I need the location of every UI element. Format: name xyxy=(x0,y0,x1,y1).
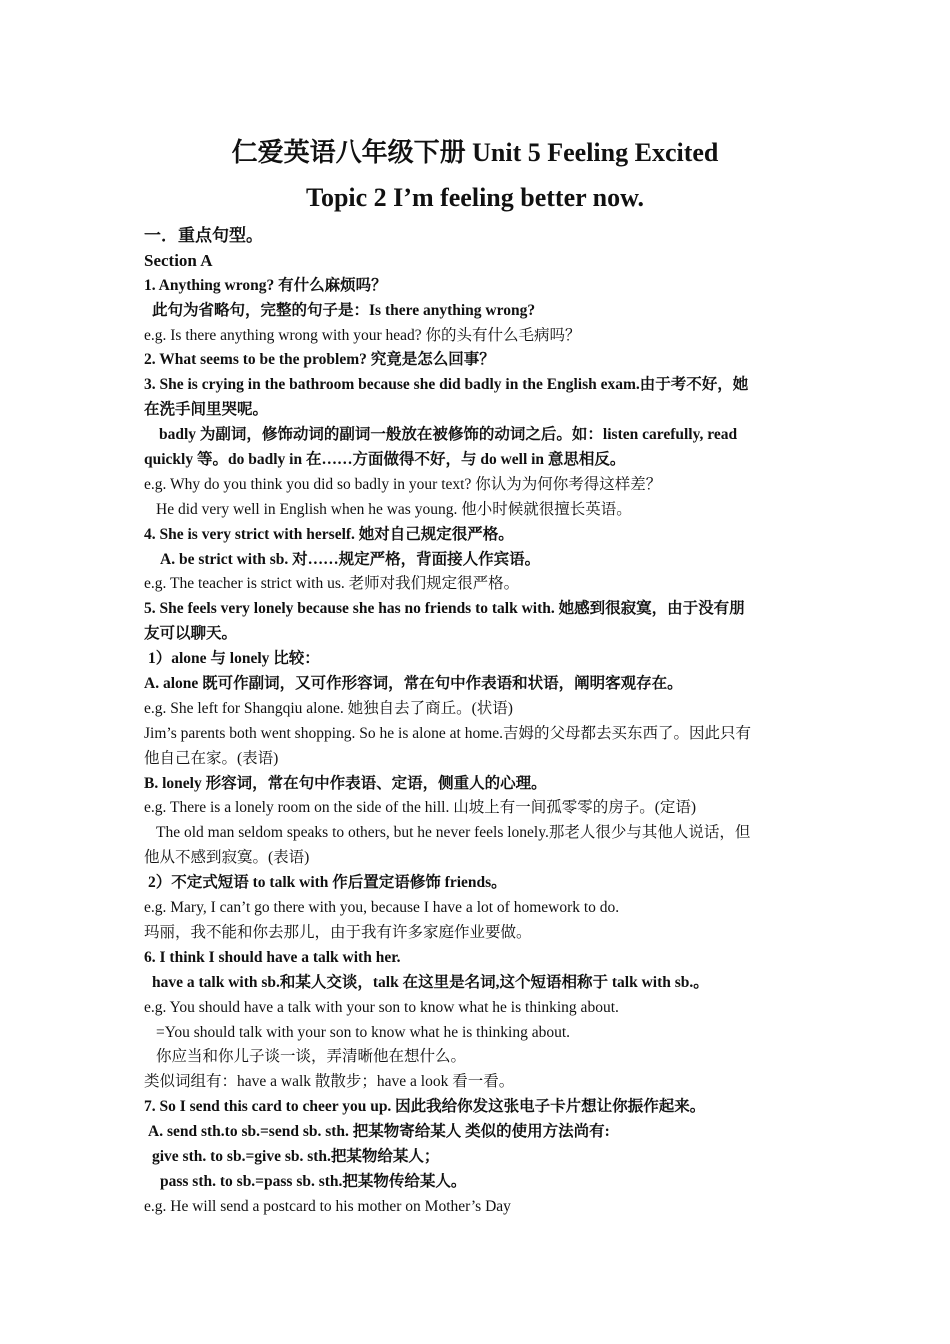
document-title: 仁爱英语八年级下册 Unit 5 Feeling Excited xyxy=(231,138,719,167)
text-line: He did very well in English when he was young. 他小时候就很擅长英语。 xyxy=(156,500,632,518)
text-line: 此句为省略句，完整的句子是：Is there anything wrong? xyxy=(152,301,536,319)
text-line: 5. She feels very lonely because she has no friends to talk with. 她感到很寂寞，由于没有朋 xyxy=(144,600,745,618)
text-line: 6. I think I should have a talk with her. xyxy=(144,948,401,966)
text-line: 1. Anything wrong? 有什么麻烦吗？ xyxy=(144,276,387,294)
text-line: e.g. Is there anything wrong with your head? 你的头有什么毛病吗？ xyxy=(144,326,581,344)
text-line: e.g. He will send a postcard to his mother on Mother’s Day xyxy=(144,1197,511,1215)
text-line: 2. What seems to be the problem? 究竟是怎么回事？ xyxy=(144,351,495,369)
text-line: quickly 等。do badly in 在……方面做得不好，与 do well in 意思相反。 xyxy=(144,451,626,469)
text-line: B. lonely 形容词，常在句中作表语、定语，侧重人的心理。 xyxy=(144,774,547,792)
text-line: 2）不定式短语 to talk with 作后置定语修饰 friends。 xyxy=(148,874,507,892)
text-line: A. be strict with sb. 对……规定严格，背面接人作宾语。 xyxy=(160,550,541,568)
text-line: 你应当和你儿子谈一谈，弄清晰他在想什么。 xyxy=(156,1048,467,1066)
text-line: Jim’s parents both went shopping. So he is alone at home.吉姆的父母都去买东西了。因此只有 xyxy=(144,724,752,742)
text-line: A. alone 既可作副词，又可作形容词，常在句中作表语和状语，阐明客观存在。 xyxy=(144,675,683,693)
text-line: pass sth. to sb.=pass sb. sth.把某物传给某人。 xyxy=(160,1172,467,1190)
text-line: e.g. There is a lonely room on the side of the hill. 山坡上有一间孤零零的房子。(定语) xyxy=(144,799,697,817)
text-line: 在洗手间里哭呢。 xyxy=(144,401,269,419)
text-line: Section A xyxy=(144,250,213,270)
text-line: give sth. to sb.=give sb. sth.把某物给某人； xyxy=(152,1147,440,1165)
text-line: have a talk with sb.和某人交谈，talk 在这里是名词,这个短语相称于 talk with sb.。 xyxy=(152,973,709,991)
text-line: e.g. The teacher is strict with us. 老师对我们规定很严格。 xyxy=(144,575,520,593)
text-line: e.g. Why do you think you did so badly in your text? 你认为为何你考得这样差？ xyxy=(144,475,662,493)
document-body xyxy=(144,224,810,1220)
text-line: 他自己在家。(表语) xyxy=(144,749,279,767)
text-line: 4. She is very strict with herself. 她对自己规定很严格。 xyxy=(144,525,514,543)
text-line: 玛丽，我不能和你去那儿，由于我有许多家庭作业要做。 xyxy=(144,923,532,941)
text-line: e.g. You should have a talk with your son to know what he is thinking about. xyxy=(144,998,619,1016)
text-line: 7. So I send this card to cheer you up. 因此我给你发这张电子卡片想让你振作起来。 xyxy=(144,1098,706,1116)
text-line: badly 为副词，修饰动词的副词一般放在被修饰的动词之后。如：listen carefully, read xyxy=(159,426,738,444)
text-line: 类似词组有：have a walk 散散步；have a look 看一看。 xyxy=(144,1073,515,1091)
text-line: 3. She is crying in the bathroom because she did badly in the English exam.由于考不好，她 xyxy=(144,376,749,394)
text-line: e.g. Mary, I can’t go there with you, because I have a lot of homework to do. xyxy=(144,899,620,917)
text-line: 1）alone 与 lonely 比较： xyxy=(148,650,320,668)
text-line: =You should talk with your son to know what he is thinking about. xyxy=(156,1023,571,1041)
text-line: 一．重点句型。 xyxy=(144,226,263,245)
document-subtitle: Topic 2 I’m feeling better now. xyxy=(306,183,644,212)
text-line: The old man seldom speaks to others, but he never feels lonely.那老人很少与其他人说话，但 xyxy=(156,824,751,842)
text-line: A. send sth.to sb.=send sb. sth. 把某物寄给某人 类似的使用方法尚有: xyxy=(148,1123,610,1141)
text-line: e.g. She left for Shangqiu alone. 她独自去了商丘。(状语) xyxy=(144,699,513,717)
text-line: 他从不感到寂寞。(表语) xyxy=(144,849,310,867)
text-line: 友可以聊天。 xyxy=(144,625,238,643)
